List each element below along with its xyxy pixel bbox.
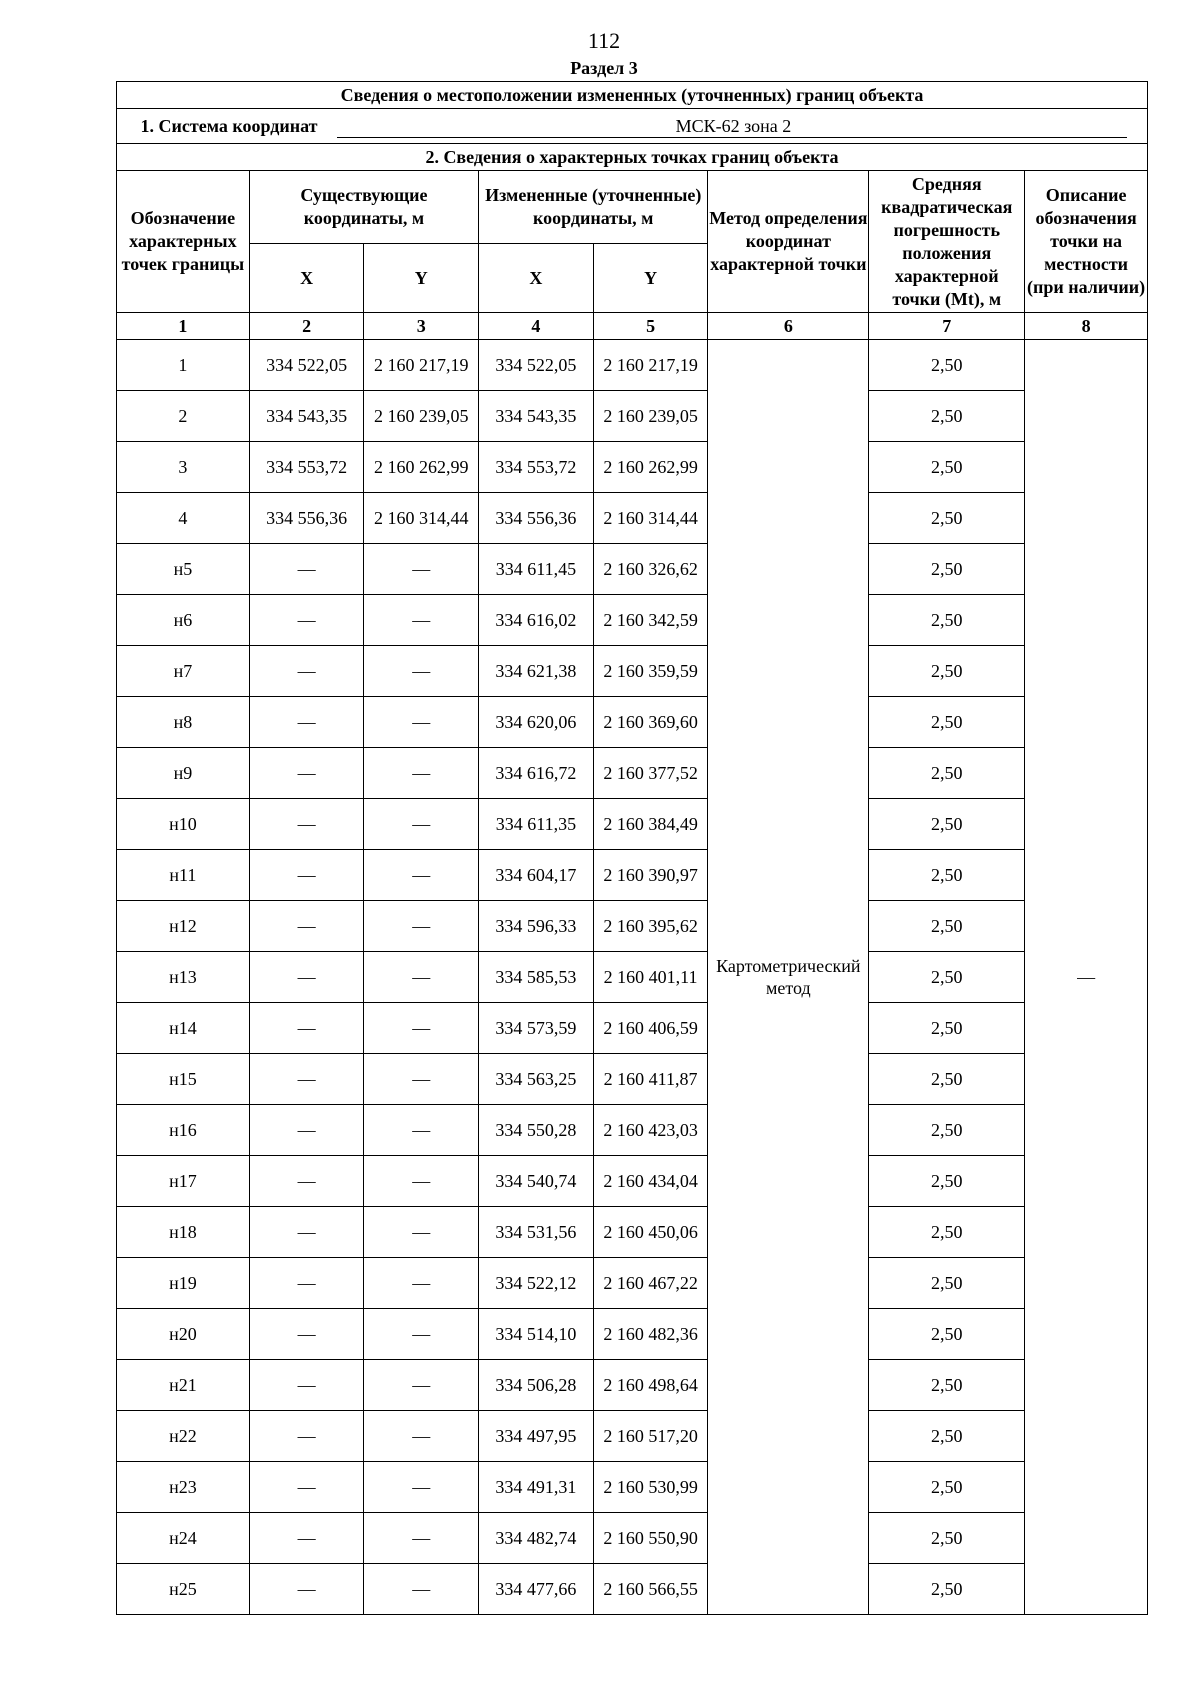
table-row xyxy=(117,391,1148,442)
existing-x-cell: — xyxy=(249,544,364,595)
table-row xyxy=(117,697,1148,748)
changed-x-cell: 334 585,53 xyxy=(479,952,594,1003)
changed-y-cell: 2 160 326,62 xyxy=(593,544,708,595)
existing-y-cell: 2 160 314,44 xyxy=(364,493,479,544)
changed-y-cell: 2 160 359,59 xyxy=(593,646,708,697)
table-row xyxy=(117,1207,1148,1258)
changed-x-cell: 334 621,38 xyxy=(479,646,594,697)
point-id-cell: н22 xyxy=(117,1411,250,1462)
table-row xyxy=(117,646,1148,697)
changed-y-cell: 2 160 498,64 xyxy=(593,1360,708,1411)
error-cell: 2,50 xyxy=(869,1411,1025,1462)
existing-x-cell: — xyxy=(249,799,364,850)
method-cell: Картометрический метод xyxy=(708,340,869,1615)
table-row xyxy=(117,799,1148,850)
existing-x-cell: — xyxy=(249,1309,364,1360)
header-changed-x: X xyxy=(479,244,594,313)
changed-y-cell: 2 160 239,05 xyxy=(593,391,708,442)
existing-y-cell: 2 160 217,19 xyxy=(364,340,479,391)
changed-x-cell: 334 543,35 xyxy=(479,391,594,442)
point-id-cell: 4 xyxy=(117,493,250,544)
changed-y-cell: 2 160 434,04 xyxy=(593,1156,708,1207)
existing-x-cell: — xyxy=(249,1105,364,1156)
existing-x-cell: — xyxy=(249,697,364,748)
column-number: 3 xyxy=(364,313,479,340)
existing-y-cell: — xyxy=(364,952,479,1003)
existing-x-cell: — xyxy=(249,850,364,901)
error-cell: 2,50 xyxy=(869,697,1025,748)
changed-y-cell: 2 160 450,06 xyxy=(593,1207,708,1258)
error-cell: 2,50 xyxy=(869,493,1025,544)
existing-y-cell: — xyxy=(364,595,479,646)
table-row xyxy=(117,493,1148,544)
existing-x-cell: 334 522,05 xyxy=(249,340,364,391)
error-cell: 2,50 xyxy=(869,340,1025,391)
changed-y-cell: 2 160 550,90 xyxy=(593,1513,708,1564)
error-cell: 2,50 xyxy=(869,646,1025,697)
existing-y-cell: — xyxy=(364,646,479,697)
column-number: 6 xyxy=(708,313,869,340)
changed-x-cell: 334 497,95 xyxy=(479,1411,594,1462)
point-id-cell: н9 xyxy=(117,748,250,799)
existing-x-cell: — xyxy=(249,952,364,1003)
changed-y-cell: 2 160 411,87 xyxy=(593,1054,708,1105)
column-number: 5 xyxy=(593,313,708,340)
point-id-cell: н24 xyxy=(117,1513,250,1564)
page-number: 112 xyxy=(587,28,621,53)
changed-x-cell: 334 596,33 xyxy=(479,901,594,952)
header-existing-coords: Существующие координаты, м xyxy=(249,171,478,244)
existing-y-cell: — xyxy=(364,1003,479,1054)
changed-x-cell: 334 573,59 xyxy=(479,1003,594,1054)
existing-x-cell: — xyxy=(249,901,364,952)
changed-y-cell: 2 160 406,59 xyxy=(593,1003,708,1054)
point-id-cell: н5 xyxy=(117,544,250,595)
changed-y-cell: 2 160 566,55 xyxy=(593,1564,708,1615)
points-title: 2. Сведения о характерных точках границ объекта xyxy=(117,144,1148,171)
existing-y-cell: 2 160 239,05 xyxy=(364,391,479,442)
error-cell: 2,50 xyxy=(869,391,1025,442)
point-id-cell: н25 xyxy=(117,1564,250,1615)
error-cell: 2,50 xyxy=(869,1156,1025,1207)
point-id-cell: н13 xyxy=(117,952,250,1003)
column-number: 4 xyxy=(479,313,594,340)
point-id-cell: н16 xyxy=(117,1105,250,1156)
changed-x-cell: 334 620,06 xyxy=(479,697,594,748)
existing-y-cell: — xyxy=(364,544,479,595)
error-cell: 2,50 xyxy=(869,1003,1025,1054)
table-row xyxy=(117,1003,1148,1054)
table-row xyxy=(117,1360,1148,1411)
point-id-cell: н6 xyxy=(117,595,250,646)
changed-x-cell: 334 563,25 xyxy=(479,1054,594,1105)
error-cell: 2,50 xyxy=(869,901,1025,952)
point-id-cell: н21 xyxy=(117,1360,250,1411)
header-description: Описание обозначения точки на местности (при наличии) xyxy=(1025,171,1148,313)
changed-x-cell: 334 522,05 xyxy=(479,340,594,391)
existing-x-cell: — xyxy=(249,1258,364,1309)
error-cell: 2,50 xyxy=(869,799,1025,850)
error-cell: 2,50 xyxy=(869,544,1025,595)
error-cell: 2,50 xyxy=(869,1564,1025,1615)
changed-x-cell: 334 553,72 xyxy=(479,442,594,493)
changed-y-cell: 2 160 384,49 xyxy=(593,799,708,850)
column-number: 2 xyxy=(249,313,364,340)
table-row xyxy=(117,340,1148,391)
error-cell: 2,50 xyxy=(869,1207,1025,1258)
table-row xyxy=(117,1462,1148,1513)
table-row xyxy=(117,748,1148,799)
changed-x-cell: 334 522,12 xyxy=(479,1258,594,1309)
existing-y-cell: — xyxy=(364,1462,479,1513)
point-id-cell: н10 xyxy=(117,799,250,850)
error-cell: 2,50 xyxy=(869,748,1025,799)
point-id-cell: 2 xyxy=(117,391,250,442)
changed-y-cell: 2 160 482,36 xyxy=(593,1309,708,1360)
existing-y-cell: — xyxy=(364,697,479,748)
error-cell: 2,50 xyxy=(869,1105,1025,1156)
table-row xyxy=(117,1411,1148,1462)
header-existing-x: X xyxy=(249,244,364,313)
point-id-cell: н17 xyxy=(117,1156,250,1207)
existing-x-cell: 334 553,72 xyxy=(249,442,364,493)
table-row xyxy=(117,1564,1148,1615)
table-row xyxy=(117,1105,1148,1156)
existing-x-cell: — xyxy=(249,1207,364,1258)
changed-x-cell: 334 556,36 xyxy=(479,493,594,544)
changed-x-cell: 334 491,31 xyxy=(479,1462,594,1513)
changed-x-cell: 334 611,35 xyxy=(479,799,594,850)
header-existing-y: Y xyxy=(364,244,479,313)
table-title: Сведения о местоположении измененных (уточненных) границ объекта xyxy=(117,82,1148,109)
column-number: 1 xyxy=(117,313,250,340)
existing-x-cell: — xyxy=(249,595,364,646)
point-id-cell: н23 xyxy=(117,1462,250,1513)
existing-x-cell: — xyxy=(249,646,364,697)
existing-y-cell: — xyxy=(364,1564,479,1615)
changed-x-cell: 334 540,74 xyxy=(479,1156,594,1207)
changed-y-cell: 2 160 423,03 xyxy=(593,1105,708,1156)
point-id-cell: н11 xyxy=(117,850,250,901)
existing-y-cell: — xyxy=(364,1105,479,1156)
changed-x-cell: 334 616,02 xyxy=(479,595,594,646)
table-row xyxy=(117,1054,1148,1105)
point-id-cell: н14 xyxy=(117,1003,250,1054)
header-changed-coords: Измененные (уточненные) координаты, м xyxy=(479,171,708,244)
header-method: Метод определения координат характерной точки xyxy=(708,171,869,313)
error-cell: 2,50 xyxy=(869,1054,1025,1105)
existing-x-cell: 334 543,35 xyxy=(249,391,364,442)
existing-y-cell: — xyxy=(364,1156,479,1207)
changed-x-cell: 334 604,17 xyxy=(479,850,594,901)
existing-x-cell: — xyxy=(249,1360,364,1411)
error-cell: 2,50 xyxy=(869,442,1025,493)
existing-x-cell: — xyxy=(249,1513,364,1564)
description-cell: — xyxy=(1025,340,1148,1615)
changed-x-cell: 334 531,56 xyxy=(479,1207,594,1258)
header-designation: Обозначение характерных точек границы xyxy=(117,171,250,313)
point-id-cell: н8 xyxy=(117,697,250,748)
existing-x-cell: — xyxy=(249,1156,364,1207)
error-cell: 2,50 xyxy=(869,850,1025,901)
changed-x-cell: 334 514,10 xyxy=(479,1309,594,1360)
header-changed-y: Y xyxy=(593,244,708,313)
changed-y-cell: 2 160 217,19 xyxy=(593,340,708,391)
existing-x-cell: — xyxy=(249,1564,364,1615)
changed-x-cell: 334 506,28 xyxy=(479,1360,594,1411)
existing-x-cell: — xyxy=(249,748,364,799)
changed-x-cell: 334 616,72 xyxy=(479,748,594,799)
changed-y-cell: 2 160 395,62 xyxy=(593,901,708,952)
error-cell: 2,50 xyxy=(869,1309,1025,1360)
existing-y-cell: — xyxy=(364,1309,479,1360)
existing-y-cell: — xyxy=(364,1054,479,1105)
table-row xyxy=(117,901,1148,952)
error-cell: 2,50 xyxy=(869,595,1025,646)
changed-y-cell: 2 160 517,20 xyxy=(593,1411,708,1462)
point-id-cell: н19 xyxy=(117,1258,250,1309)
error-cell: 2,50 xyxy=(869,1258,1025,1309)
changed-y-cell: 2 160 314,44 xyxy=(593,493,708,544)
existing-x-cell: — xyxy=(249,1411,364,1462)
existing-x-cell: 334 556,36 xyxy=(249,493,364,544)
changed-y-cell: 2 160 390,97 xyxy=(593,850,708,901)
changed-x-cell: 334 477,66 xyxy=(479,1564,594,1615)
table-row xyxy=(117,595,1148,646)
column-number: 8 xyxy=(1025,313,1148,340)
existing-x-cell: — xyxy=(249,1054,364,1105)
point-id-cell: н12 xyxy=(117,901,250,952)
changed-y-cell: 2 160 530,99 xyxy=(593,1462,708,1513)
changed-y-cell: 2 160 467,22 xyxy=(593,1258,708,1309)
existing-y-cell: — xyxy=(364,799,479,850)
existing-y-cell: — xyxy=(364,1360,479,1411)
column-number: 7 xyxy=(869,313,1025,340)
table-row xyxy=(117,952,1148,1003)
table-row xyxy=(117,442,1148,493)
point-id-cell: н18 xyxy=(117,1207,250,1258)
table-row xyxy=(117,850,1148,901)
changed-y-cell: 2 160 401,11 xyxy=(593,952,708,1003)
point-id-cell: 1 xyxy=(117,340,250,391)
coordinate-system-value: МСК-62 зона 2 xyxy=(337,115,1127,138)
point-id-cell: н20 xyxy=(117,1309,250,1360)
existing-y-cell: — xyxy=(364,850,479,901)
changed-y-cell: 2 160 342,59 xyxy=(593,595,708,646)
changed-y-cell: 2 160 369,60 xyxy=(593,697,708,748)
changed-x-cell: 334 611,45 xyxy=(479,544,594,595)
section-title: Раздел 3 xyxy=(570,58,638,78)
error-cell: 2,50 xyxy=(869,1360,1025,1411)
existing-y-cell: — xyxy=(364,1207,479,1258)
point-id-cell: н7 xyxy=(117,646,250,697)
error-cell: 2,50 xyxy=(869,1462,1025,1513)
changed-x-cell: 334 550,28 xyxy=(479,1105,594,1156)
coordinate-system-label: 1. Система координат xyxy=(140,115,318,136)
table-row xyxy=(117,1513,1148,1564)
existing-x-cell: — xyxy=(249,1462,364,1513)
existing-y-cell: — xyxy=(364,748,479,799)
error-cell: 2,50 xyxy=(869,1513,1025,1564)
boundary-points-table xyxy=(116,81,1148,1615)
table-row xyxy=(117,1309,1148,1360)
changed-y-cell: 2 160 377,52 xyxy=(593,748,708,799)
table-row xyxy=(117,1156,1148,1207)
header-error: Средняя квадратическая погрешность положения характерной точки (Mt), м xyxy=(869,171,1025,313)
coordinate-system-row xyxy=(117,109,1148,144)
changed-y-cell: 2 160 262,99 xyxy=(593,442,708,493)
point-id-cell: н15 xyxy=(117,1054,250,1105)
point-id-cell: 3 xyxy=(117,442,250,493)
changed-x-cell: 334 482,74 xyxy=(479,1513,594,1564)
table-row xyxy=(117,1258,1148,1309)
error-cell: 2,50 xyxy=(869,952,1025,1003)
existing-x-cell: — xyxy=(249,1003,364,1054)
table-row xyxy=(117,544,1148,595)
existing-y-cell: — xyxy=(364,1411,479,1462)
existing-y-cell: — xyxy=(364,1258,479,1309)
existing-y-cell: — xyxy=(364,1513,479,1564)
existing-y-cell: 2 160 262,99 xyxy=(364,442,479,493)
existing-y-cell: — xyxy=(364,901,479,952)
